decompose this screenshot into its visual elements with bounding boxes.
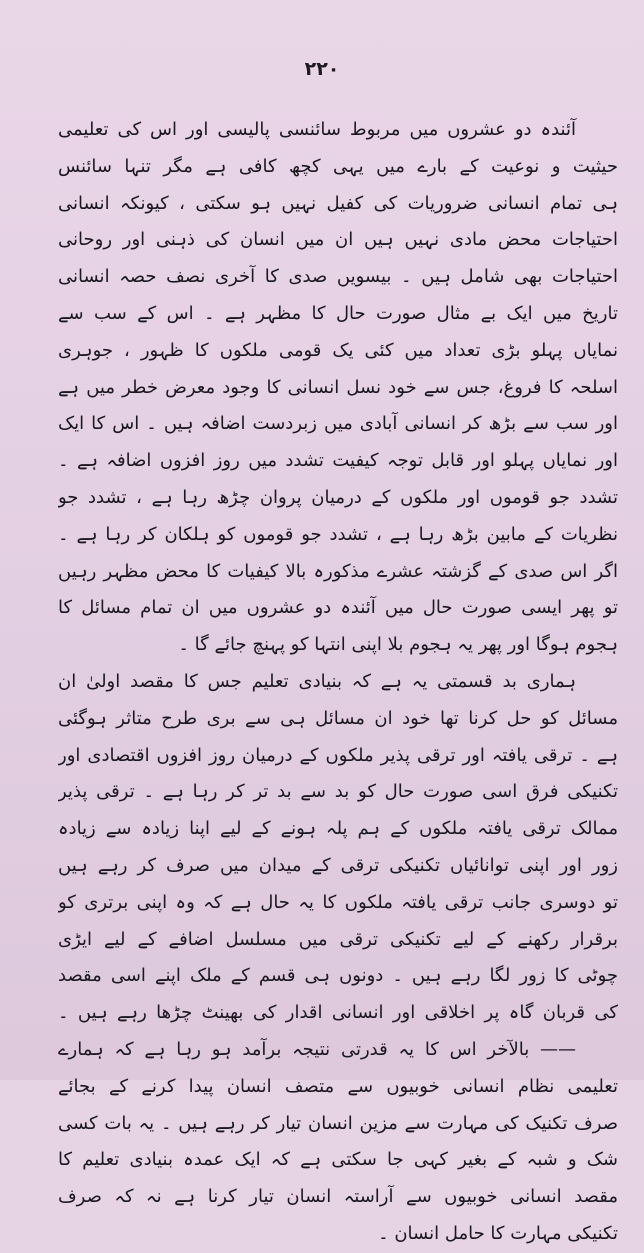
text-line: اسلحہ کا فروغ، جس سے خود نسل انسانی کا وجود معرض خطر میں ہے bbox=[58, 376, 618, 398]
text-line: احتیاجات بھی شامل ہیں ۔ بیسویں صدی کا آخری نصف حصہ انسانی bbox=[58, 266, 618, 288]
text-line: صرف تکنیک کی مہارت سے مزین انسان تیار کر رہے ہیں ۔ یہ بات کسی bbox=[58, 1112, 618, 1134]
text-line: اگر اس صدی کے گزشتہ عشرے مذکورہ بالا کیفیات کا محض مظہر رہیں bbox=[58, 560, 618, 582]
text-line: نمایاں پہلو بڑی تعداد میں کئی یک قومی ملکوں کا ظہور ، جوہری bbox=[58, 339, 618, 361]
text-line: تشدد جو قوموں اور ملکوں کے درمیان پروان چڑھ رہا ہے ، تشدد جو bbox=[58, 486, 618, 508]
text-line: شک و شبہ کے بغیر کہی جا سکتی ہے کہ ایک عمدہ بنیادی تعلیم کا bbox=[58, 1149, 618, 1171]
text-line: کی قربان گاہ پر اخلاقی اور انسانی اقدار کی بھینٹ چڑھا رہے ہیں ۔ bbox=[58, 1002, 618, 1024]
text-line: احتیاجات محض مادی نہیں ہیں ان میں انسان کی ذہنی اور روحانی bbox=[58, 229, 618, 251]
text-line: اور نمایاں پہلو اور قابل توجہ کیفیت تشدد میں روز افزوں اضافہ ہے ۔ bbox=[58, 450, 618, 472]
text-line: تکنیکی مہارت کا حامل انسان ۔ bbox=[378, 1222, 618, 1244]
text-line: —— بالآخر اس کا یہ قدرتی نتیجہ برآمد ہو رہا ہے کہ ہمارے bbox=[58, 1038, 576, 1060]
text-line: چوٹی کا زور لگا رہے ہیں ۔ دونوں ہی قسم کے ملک اپنے اسی مقصد bbox=[58, 965, 618, 987]
text-line: ممالک ترقی یافتہ ملکوں کے ہم پلہ ہونے کے لیے اپنا زیادہ سے زیادہ bbox=[58, 818, 618, 840]
text-line: آئندہ دو عشروں میں مربوط سائنسی پالیسی اور اس کی تعلیمی bbox=[58, 119, 576, 140]
text-line: تو دوسری جانب ترقی یافتہ ملکوں کا یہ حال ہے کہ وہ اپنی برتری کو bbox=[58, 891, 618, 913]
text-line: تعلیمی نظام انسانی خوبیوں سے متصف انسان پیدا کرنے کے بجائے bbox=[58, 1075, 618, 1097]
text-line: تکنیکی فرق اسی صورت حال کو بد سے بد تر کر رہا ہے ۔ ترقی پذیر bbox=[58, 781, 618, 803]
text-line: ہی تمام انسانی ضروریات کی کفیل نہیں ہو سکتی ، کیونکہ انسانی bbox=[58, 192, 618, 214]
text-line: زور اور اپنی توانائیاں تکنیکی ترقی کے میدان میں صرف کر رہے ہیں bbox=[58, 854, 618, 876]
text-line: ہجوم ہوگا اور پھر یہ ہجوم بلا اپنی انتہا کو پہنچ جائے گا ۔ bbox=[178, 634, 618, 656]
text-line: اور سب سے بڑھ کر انسانی آبادی میں زبردست اضافہ ہیں ۔ اس کا ایک bbox=[58, 413, 618, 435]
body-text bbox=[58, 112, 618, 1253]
text-line: مسائل کو حل کرنا تھا خود ان مسائل ہی سے بری طرح متاثر ہوگئی bbox=[58, 707, 618, 729]
text-line: ہے ۔ ترقی یافتہ اور ترقی پذیر ملکوں کے درمیان روز افزوں اقتصادی اور bbox=[58, 744, 618, 766]
text-line: تو پھر ایسی صورت حال میں آئندہ دو عشروں میں ان تمام مسائل کا bbox=[58, 597, 618, 619]
text-line: مقصد انسانی خوبیوں سے آراستہ انسان تیار کرنا ہے نہ کہ صرف bbox=[58, 1186, 618, 1208]
text-line: ہماری بد قسمتی یہ ہے کہ بنیادی تعلیم جس کا مقصد اولیٰ ان bbox=[58, 670, 576, 692]
text-line: تاریخ میں ایک بے مثال صورت حال کا مظہر ہے ۔ اس کے سب سے bbox=[58, 302, 618, 324]
text-line: برقرار رکھنے کے لیے تکنیکی ترقی میں مسلسل اضافے کے لیے ایڑی bbox=[58, 928, 618, 950]
text-line: نظریات کے مابین بڑھ رہا ہے ، تشدد جو قوموں کو ہلکان کر رہا ہے ۔ bbox=[58, 523, 618, 545]
text-line: حیثیت و نوعیت کے بارے میں یہی کچھ کافی ہے مگر تنہا سائنس bbox=[58, 155, 618, 177]
page-number: ۲۲۰ bbox=[304, 58, 340, 80]
